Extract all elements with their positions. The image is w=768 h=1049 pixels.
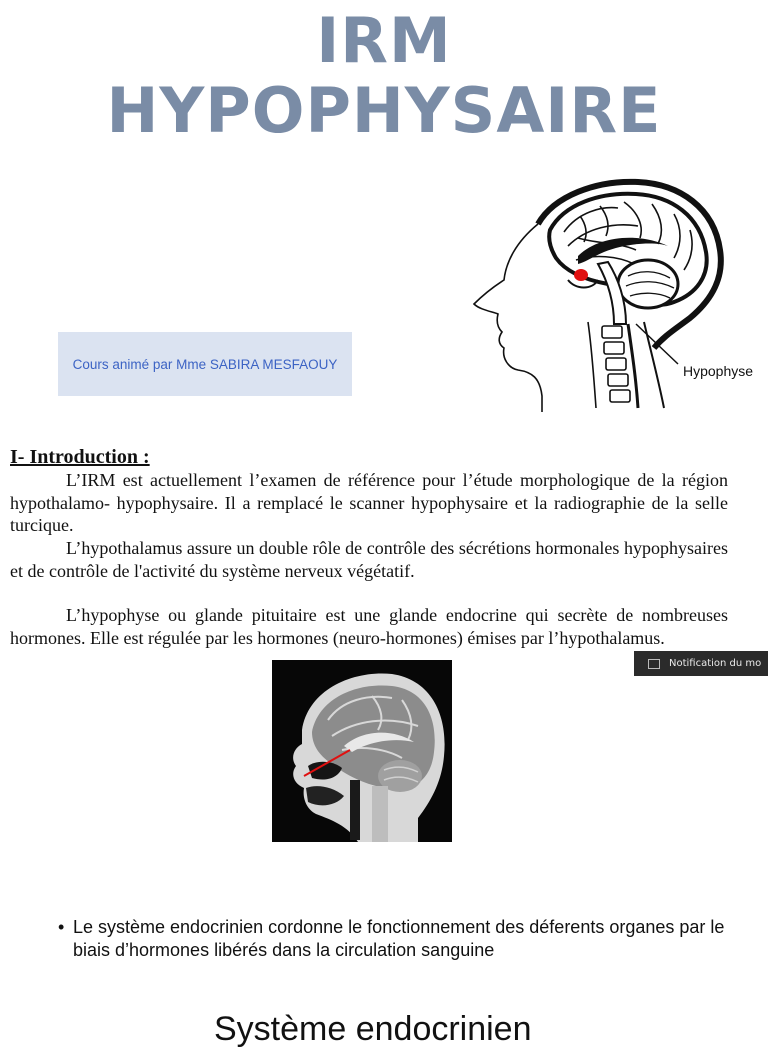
notification-icon xyxy=(648,659,660,669)
introduction-heading: I- Introduction : xyxy=(10,446,150,468)
cerebellum xyxy=(618,260,678,308)
pituitary-gland xyxy=(574,269,588,281)
notification-toast[interactable] xyxy=(634,651,768,676)
introduction-paragraph-2: L’hypothalamus assure un double rôle de contrôle des sécrétions hormonales hypophysaires et de contrôle de l'activité du système nerveux végétatif. xyxy=(10,538,728,581)
introduction-paragraph-3: L’hypophyse ou glande pituitaire est une glande endocrine qui secrète de nombreuses hormones. Elle est régulée par les hormones (neuro-hormones) émises par l’hypothalamus. xyxy=(10,605,728,648)
notification-text: Notification du mo xyxy=(669,658,762,669)
instructor-box xyxy=(58,332,352,396)
bullet-symbol: • xyxy=(58,917,65,937)
spinal-column xyxy=(602,326,630,402)
mri-sagittal-image xyxy=(272,660,452,842)
brain-anatomy-illustration xyxy=(468,172,768,412)
title-line-2: HYPOPHYSAIRE xyxy=(106,74,662,147)
hypophyse-label: Hypophyse xyxy=(683,363,754,379)
introduction-section xyxy=(0,440,768,676)
page-title xyxy=(0,6,768,146)
introduction-paragraph-1: L’IRM est actuellement l’examen de référence pour l’étude morphologique de la région hypothalamo- hypophysaire. Il a remplacé le scanner hypophysaire et la radiographie de la selle turcique. xyxy=(10,470,728,535)
bullet-text: Le système endocrinien cordonne le fonctionnement des déferents organes par le biais d’hormones libérés dans la circulation sanguine xyxy=(73,917,725,960)
instructor-text: Cours animé par Mme SABIRA MESFAOUY xyxy=(72,356,338,372)
face-profile xyxy=(474,224,542,412)
next-slide-heading: Système endocrinien xyxy=(214,1010,532,1048)
title-line-1: IRM xyxy=(316,4,452,77)
bullet-point xyxy=(58,916,738,962)
